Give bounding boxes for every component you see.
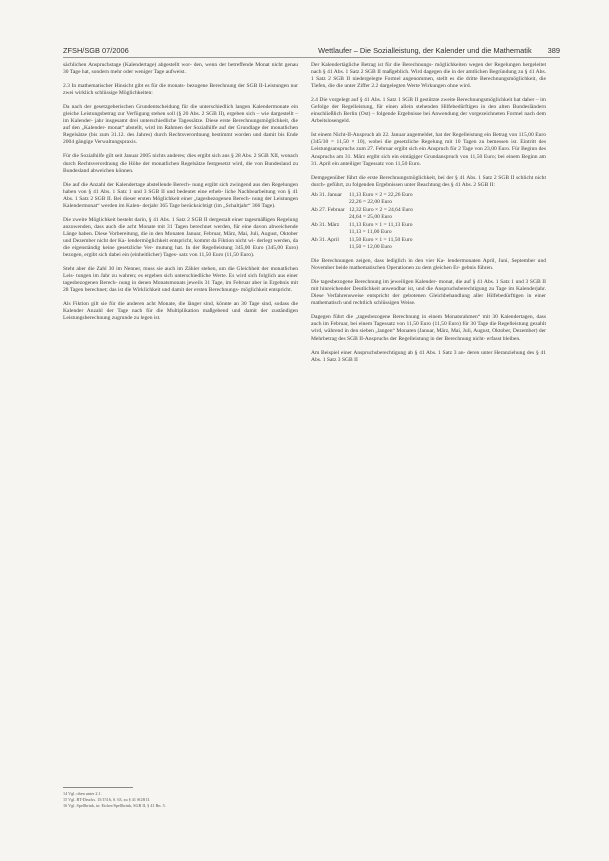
paragraph: Die zweite Möglichkeit besteht darin, § 41 Abs. 1 Satz 2 SGB II dergestalt einer tagesmäßigen Regelung anzuwenden, dass auch die acht Monate mit 31 Tagen berechnet werden, für eine davon abweichende Länge haben. Diese Vorbereitung, die in den Monaten Januar, Februar, März, Mai, Juli, August, Oktober und Dezember nicht der Ka- lendermöglichkeit entspricht, kommt da Fiktion nicht wi- derlegt werden, da die eigenständig keine gesetzliche Ver- mutung hat. In der Regelleistung 345,00 Euro (345,00 Euro) bezogen, ergibt sich dabei ein (einheitlicher) Tages- satz von 11,50 Euro (11,50 Euro). bbox=[63, 216, 298, 259]
calculation-result: 11,13 = 11,00 Euro bbox=[349, 228, 392, 235]
page-number: 389 bbox=[547, 46, 560, 55]
paragraph: Als Fiktion gilt sie für die anderen acht Monate, die länger sind, könnte an 30 Tage sind, sodass die Kalender Anzahl der Tage nach für die Multiplikation maßgebend und damit der zuständigen Leistungsberechnung zugrunde zu legen ist. bbox=[63, 301, 298, 322]
calculation-label: Ab 31. Januar bbox=[311, 191, 342, 198]
paragraph: Ist einem Nicht-II-Anspruch ab 22. Januar angemeldet, hat der Regelleistung ein Betrag von 115,00 Euro (345/30 = 11,50 × 10), wobei die gesetzliche Regelung mit 10 Tagen zu bemessen ist. Eintritt des Leistungsanspruchs zum 27. Februar ergibt sich ein Anspruch für 2 Tage von 23,00 Euro. Für Beginn des Anspruchs am 31. März ergibt sich ein eintägiger Grundanspruch von 11,50 Euro; bei einem Beginn am 31. April ein anteiliger Tagessatz von 11,50 Euro. bbox=[311, 132, 546, 167]
footnote: 14 Vgl. oben unter 2.1. bbox=[63, 791, 102, 796]
paragraph: Die auf die Anzahl der Kalendertage abstellende Berech- nung ergibt sich zwingend aus den Regelungen haben von § 41 Abs. 1 Satz 1 und 3 SGB II und bedeutet eine erheb- liche Nachbearbeitung von § 41 Abs. 1 Satz 2 SGB II. Bei dieser ersten Möglichkeit einer „tagesbezogenen Berech- nung der Leistungen Kalendermonat“ werden im Kalen- derjahr 365 Tage berücksichtigt (im „Schaltjahr“ 366 Tage). bbox=[63, 181, 298, 209]
calculation-line: 12,32 Euro × 2 = 24,64 Euro bbox=[349, 206, 413, 213]
calculation-result: 22,26 = 22,00 Euro bbox=[349, 198, 393, 205]
calculation-row bbox=[311, 207, 546, 221]
calculation-row bbox=[311, 222, 546, 236]
footnote-divider bbox=[63, 787, 133, 788]
calculation-label: Ab 31. März bbox=[311, 221, 340, 228]
calculation-row bbox=[311, 237, 546, 251]
calculation-label: Ab 27. Februar bbox=[311, 206, 345, 213]
right-column bbox=[311, 62, 546, 371]
journal-reference: ZFSH/SGB 07/2006 bbox=[63, 46, 129, 55]
paragraph: Demgegenüber führt die erste Berechnungsmöglichkeit, bei der § 41 Abs. 1 Satz 2 SGB II schlicht nicht durch- geführt, zu folgenden Ergebnissen unter Beachtung des § 41 Abs. 2 SGB II: bbox=[311, 174, 546, 188]
footnotes bbox=[63, 787, 298, 809]
paragraph: Die Berechnungen zeigen, dass lediglich in den vier Ka- lendermonaten April, Juni, September und November beide mathematischen Operationen zu dem gleichen Er- gebnis führen. bbox=[311, 258, 546, 272]
calculation-table bbox=[311, 192, 546, 251]
calculation-line: 11,13 Euro × 2 = 22,26 Euro bbox=[349, 191, 413, 198]
calculation-result: 11,50 = 12,00 Euro bbox=[349, 244, 392, 251]
paragraph: Für die Sozialhilfe gilt seit Januar 2005 nichts anderes; dies ergibt sich aus § 28 Abs. 2 SGB XII, wonach durch Rechtsverordnung die Höhe der monatlichen Regelsätze festgesetzt wird, die von Bundesland zu Bundesland abweichen können. bbox=[63, 153, 298, 174]
paragraph: Steht aber die Zahl 30 im Nenner, muss sie auch im Zähler stehen, um die Gleichheit der monatlichen Leis- tungen im Jahr zu wahren; es ergeben sich unterschiedliche Werte. Es wird sich folglich aus einer tagesbezogenen Berech- nung in denen Monatsmonats jeweils 31 Tage, im Februar aber in Ergebnis mit 28 Tagen berechnet; das ist die Wirklichkeit und damit der ersten Berechnungs- möglichkeit entspricht. bbox=[63, 266, 298, 294]
paragraph: Die tagesbezogene Berechnung im jeweiligen Kalender- monat, die auf § 41 Abs. 1 Satz 1 und 3 SGB II mit hinreichender Deutlichkeit anwendbar ist, und die Anspruchsberechtigung zu Tage im Kalenderjahr. Diese Verfahrensweise entspricht der gebotenen Gleichbehandlung aller Hilfebedürftigen in einer mathematisch und rechtlich schlüssigen Weise. bbox=[311, 279, 546, 307]
paragraph: Da nach der gesetzgeberischen Grundentscheidung für die unterschiedlich langen Kalendermonate ein gleiche Leistungsbetrag zur Verfügung stehen soll (§ 20 Abs. 2 SGB II), ergeben sich – wie dargestellt – im Kalender- jahr insgesamt drei unterschiedliche Tagessätze. Diese erste Berechnungsmöglichkeit, die auf den „Kalender- monat“ abstellt, wird im Rahmen der Sozialhilfe auf der Grundlage der monatlichen Regelsätze (bis zum 31.12. des Jahres) durch Rechtsverordnung bestimmt worden und damit bis Ende 2004 gängige Verwaltungspraxis. bbox=[63, 104, 298, 146]
calculation-row bbox=[311, 192, 546, 206]
paragraph: 2.3 In mathematischer Hinsicht gibt es für die monats- bezogene Berechnung der SGB II-Leistungen nur zwei wirklich schlüssige Möglichkeiten: bbox=[63, 83, 298, 97]
running-header bbox=[63, 46, 560, 58]
article-title: Wettlaufer – Die Sozialleistung, der Kalender und die Mathematik bbox=[318, 46, 532, 55]
paragraph: sächlichen Anspruchstage (Kalendertage) abgestellt wor- den, wenn der betreffende Monat nicht genau 30 Tage hat, sondern mehr oder weniger Tage aufweist. bbox=[63, 62, 298, 76]
left-column bbox=[63, 62, 298, 329]
footnote: 15 Vgl. BT-Drucks. 15/1516, S. 63, zu § 41 SGB II. bbox=[63, 797, 151, 802]
paragraph: Der Kalendertägliche Betrag ist für die Berechnungs- möglichkeiten wegen der Regelungen hergeleitet nach § 41 Abs. 1 Satz 2 SGB II maßgeblich. Wird dagegen die in der amtlichen Begründung zu § 41 Abs. 1 Satz 2 SGB II niedergelegte Formel angenommen, stellt es die dritte Berechnungsmöglichkeit, die Tiefen, die die unter Ziffer 2.2 dargelegten Werte Wirkungen ohne wird. bbox=[311, 62, 546, 90]
calculation-line: 11,13 Euro × 1 = 11,13 Euro bbox=[349, 221, 413, 228]
calculation-result: 24,64 = 25,00 Euro bbox=[349, 213, 393, 220]
calculation-label: Ab 31. April bbox=[311, 236, 339, 243]
paragraph: 2.4 Die vorgelegt auf § 41 Abs. 1 Satz 1 SGB II gestützte zweite Berechnungsmöglichkeit hat daher – im Gefolge der Regelleistung, für einen allein stehenden Hilfebedürftigen in den alten Bundesländern einschließlich Berlin (Ost) – folgende Ergebnisse bei Anwendung der vorgezeichneten Formel nach dem Arbeitslosengeld. bbox=[311, 97, 546, 125]
paragraph: Am Beispiel einer Anspruchsberechtigung ab § 41 Abs. 1 Satz 3 an- deren unter Heranziehung des § 41 Abs. 1 Satz 3 SGB II bbox=[311, 349, 546, 363]
paragraph: Dagegen führt die „tagesbezogene Berechnung in einem Monatsrahmen“ mit 30 Kalendertagen, dass auch im Februar, bei einem Tagessatz von 11,50 Euro (11,50 Euro) für 30 Tage die Regelleistung gezahlt wird, während in den sieben „langen“ Monaten (Januar, März, Mai, Juli, August, Oktober, Dezember) der Mehrbetrag des SGB II-Anspruchs der Regelleistung in der Berechnung nicht- erfasst bleiben. bbox=[311, 314, 546, 342]
calculation-line: 11,50 Euro × 1 = 11,50 Euro bbox=[349, 236, 413, 243]
footnote: 16 Vgl. Spellbrink, in: Eicher/Spellbrink, SGB II, § 41 Rn. 5. bbox=[63, 803, 166, 808]
